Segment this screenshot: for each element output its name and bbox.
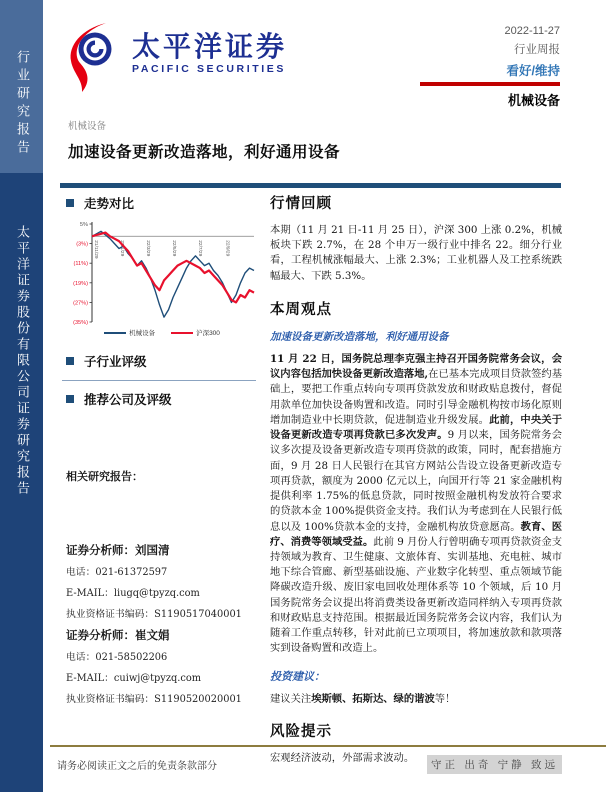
svg-text:(35%): (35%)	[73, 320, 88, 326]
sidebar-company-label: 太平洋证券股份有限公司证券研究报告	[14, 225, 29, 497]
footer-motto: 守正 出奇 宁静 致远	[427, 755, 562, 774]
trend-section-header	[66, 194, 258, 212]
analyst-email: E-MAIL：liugq@tpyzq.com	[66, 588, 200, 599]
brand-text	[132, 32, 287, 75]
sidebar-company	[0, 173, 43, 792]
section-bullet-icon	[66, 395, 74, 403]
legend-item: 沪深300	[171, 328, 220, 337]
section-bullet-icon	[66, 199, 74, 207]
report-type: 行业周报	[514, 44, 560, 56]
analyst-email: E-MAIL：cuiwj@tpyzq.com	[66, 673, 202, 684]
svg-text:(3%): (3%)	[76, 241, 88, 248]
svg-text:22/1/29: 22/1/29	[119, 240, 125, 257]
svg-text:5%: 5%	[79, 222, 88, 228]
subrating-section-header	[66, 352, 258, 370]
reco-section-header	[66, 390, 258, 408]
related-reports-label: 相关研究报告：	[66, 470, 143, 483]
review-heading: 行情回顾	[270, 196, 332, 212]
legend-item: 机械设备	[104, 328, 155, 337]
svg-text:(11%): (11%)	[73, 261, 88, 268]
subrating-section-title: 子行业评级	[84, 354, 147, 369]
analyst-info	[66, 542, 258, 705]
svg-text:22/9/29: 22/9/29	[224, 240, 230, 257]
analyst-cert: 执业资格证书编码：S1190520020001	[66, 694, 242, 705]
risk-paragraph: 宏观经济波动，外部需求波动。	[270, 751, 415, 764]
left-column	[66, 194, 258, 712]
rating-underline	[420, 82, 560, 86]
svg-text:22/5/29: 22/5/29	[171, 240, 176, 257]
category-label: 机械设备	[68, 121, 107, 132]
analyst-name: 证券分析师：刘国清	[66, 543, 170, 557]
trend-comparison-chart	[66, 218, 258, 326]
svg-text:(19%): (19%)	[73, 280, 88, 287]
brand-name-en: PACIFIC SECURITIES	[132, 63, 286, 76]
report-date: 2022-11-27	[504, 25, 560, 37]
svg-text:22/7/29: 22/7/29	[196, 240, 202, 257]
analyst-phone: 电话：021-61372597	[66, 567, 168, 578]
section-divider	[62, 380, 256, 381]
main-column	[270, 192, 562, 766]
brand-name-cn: 太平洋证券	[132, 31, 288, 62]
svg-text:22/3/29: 22/3/29	[145, 240, 151, 257]
advice-heading: 投资建议：	[270, 669, 325, 683]
footer-divider	[50, 745, 606, 747]
weekly-view-subtitle: 加速设备更新改造落地，利好通用设备	[270, 330, 449, 343]
weekly-view-paragraph: 11 月 22 日，国务院总理李克强主持召开国务院常务会议，会议内容包括加快设备更新改造落地,在已基本完成项目贷款签约基础上，要把工作重点转向专项再贷款发放和财政贴息拨付，督促用款单位加快设备购置和改造。同时引导金融机构按市场化原则增加制造业中长期贷款，促进制造业升级发展。此前，中央关于设备更新改造专项再贷款已多次发声。9 月以来，国务院常务会议多次提及设备更新改造专项再贷款的政策，同时，配套措施方面，9 月 28 日人民银行在其官方网站公告设立设备更新改造专项再贷款，额度为 2000 亿元以上，向国开行等 21 家金融机构提供利率 1.75%的低息贷款，同时按照金融机构发放符合要求的贷款本金 100%提供资金支持。我们认为考虑到在人民银行低息以及 100%贷款本金的支持，金融机构放贷意愿高。教育、医疗、消费等领域受益。此前 9 月份人行曾明确专项再贷款资金支持领域为教育、卫生健康、文旅体育、实训基地、充电桩、城市地下综合管廊、新型基础设施、产业数字化转型、重点领域节能降碳改造升级、废旧家电回收处理体系等 10 个领域，后 10 月国务院常务会议提出将消费类设备更新改造同样纳入专项再贷款和财政贴息支持范围。根据最近国务院常务会议内容，我们认为随着工作重点转移，针对此前已立项项目，将加速放款和款项落实到设备购置和改造上。	[270, 352, 563, 655]
svg-text:(27%): (27%)	[73, 300, 88, 307]
trend-section-title: 走势对比	[84, 196, 135, 211]
industry-name: 机械设备	[507, 92, 560, 108]
footer-disclaimer: 请务必阅读正文之后的免责条款部分	[57, 761, 217, 772]
chart-legend	[66, 328, 258, 337]
rating-badge: 看好/维持	[506, 64, 560, 78]
sidebar-industry-research	[0, 0, 43, 173]
weekly-view-heading: 本周观点	[270, 301, 332, 318]
advice-line: 建议关注埃斯顿、拓斯达、绿的谐波等！	[270, 692, 456, 705]
risk-heading: 风险提示	[270, 723, 332, 740]
pacific-securities-logo-icon	[64, 22, 118, 94]
section-bullet-icon	[66, 357, 74, 365]
analyst-phone: 电话：021-58502206	[66, 652, 168, 663]
brand-header	[64, 22, 287, 94]
report-meta	[400, 25, 560, 109]
sidebar-industry-research-label: 行业研究报告	[14, 50, 29, 158]
title-rule	[60, 183, 561, 188]
reco-section-title: 推荐公司及评级	[84, 392, 172, 407]
svg-text:21/11/29: 21/11/29	[93, 240, 99, 259]
report-title: 加速设备更新改造落地，利好通用设备	[68, 142, 341, 161]
review-paragraph: 本期（11 月 21 日-11 月 25 日），沪深 300 上涨 0.2%，机械板块下跌 2.7%，在 28 个申万一级行业中排名 22。细分行业看，工程机械涨幅最大、上涨 2.3%；工业机器人及工控系统跌幅最大、下跌 5.3%。	[270, 224, 562, 282]
analyst-name: 证券分析师：崔文娟	[66, 628, 170, 642]
analyst-cert: 执业资格证书编码：S1190517040001	[66, 609, 242, 620]
